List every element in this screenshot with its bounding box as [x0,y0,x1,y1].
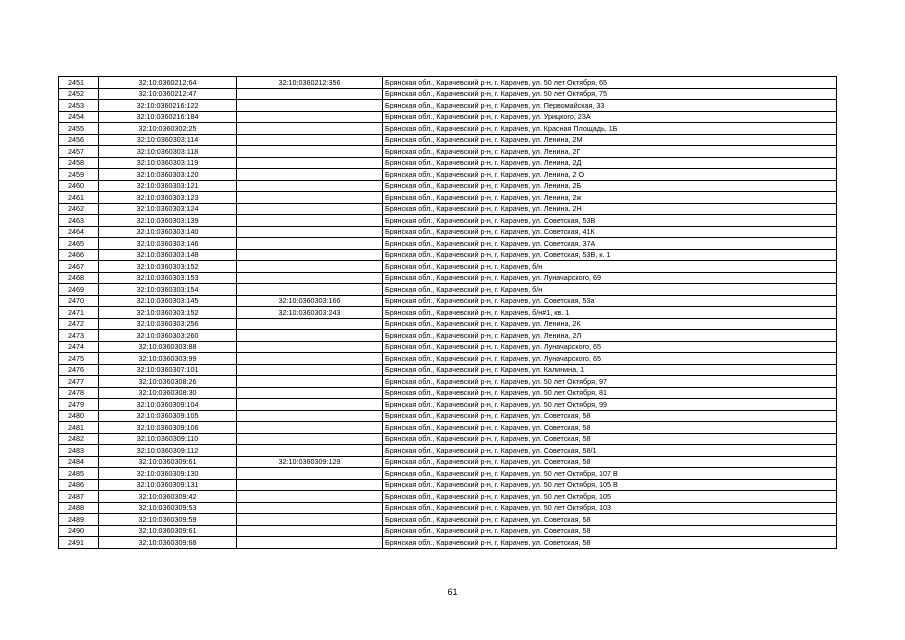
table-row [59,169,837,181]
table-row [59,364,837,376]
related-cadastral-number-cell [237,502,383,514]
related-cadastral-number-cell [237,399,383,411]
related-cadastral-number-cell [237,192,383,204]
row-number-cell: 2452 [59,88,99,100]
table-row [59,226,837,238]
address-cell: Брянская обл., Карачевский р-н, г. Карачев, ул. 50 лет Октября, 97 [383,376,837,388]
cadastral-number-cell: 32:10:0360303:124 [99,203,237,215]
address-cell: Брянская обл., Карачевский р-н, г. Карачев, ул. Советская, 58 [383,433,837,445]
address-cell: Брянская обл., Карачевский р-н, г. Карачев, ул. Советская, 58/1 [383,445,837,457]
table-row [59,525,837,537]
table-row [59,537,837,549]
table-row [59,100,837,112]
row-number-cell: 2480 [59,410,99,422]
row-number-cell: 2476 [59,364,99,376]
address-cell: Брянская обл., Карачевский р-н, г. Карачев, ул. Ленина, 2Н [383,203,837,215]
table-row [59,238,837,250]
address-cell: Брянская обл., Карачевский р-н, г. Карачев, ул. Ленина, 2Б [383,180,837,192]
related-cadastral-number-cell [237,238,383,250]
row-number-cell: 2477 [59,376,99,388]
cadastral-number-cell: 32:10:0360303:139 [99,215,237,227]
related-cadastral-number-cell [237,318,383,330]
related-cadastral-number-cell [237,491,383,503]
cadastral-number-cell: 32:10:0360309:68 [99,537,237,549]
related-cadastral-number-cell [237,272,383,284]
row-number-cell: 2467 [59,261,99,273]
cadastral-number-cell: 32:10:0360307:101 [99,364,237,376]
cadastral-number-cell: 32:10:0360302:25 [99,123,237,135]
cadastral-number-cell: 32:10:0360303:154 [99,284,237,296]
cadastral-number-cell: 32:10:0360303:118 [99,146,237,158]
row-number-cell: 2471 [59,307,99,319]
table-row [59,341,837,353]
address-cell: Брянская обл., Карачевский р-н, г. Карачев, ул. Ленина, 2Л [383,330,837,342]
row-number-cell: 2485 [59,468,99,480]
row-number-cell: 2466 [59,249,99,261]
row-number-cell: 2475 [59,353,99,365]
cadastral-number-cell: 32:10:0360303:119 [99,157,237,169]
address-cell: Брянская обл., Карачевский р-н, г. Карачев, ул. Луначарского, 65 [383,353,837,365]
address-cell: Брянская обл., Карачевский р-н, г. Карачев, ул. Ленина, 2Д [383,157,837,169]
row-number-cell: 2482 [59,433,99,445]
cadastral-number-cell: 32:10:0360309:59 [99,514,237,526]
cadastral-number-cell: 32:10:0360303:152 [99,307,237,319]
cadastral-number-cell: 32:10:0360309:104 [99,399,237,411]
row-number-cell: 2469 [59,284,99,296]
address-cell: Брянская обл., Карачевский р-н, г. Карачев, ул. 50 лет Октября, 65 [383,77,837,89]
address-cell: Брянская обл., Карачевский р-н, г. Карачев, ул. Ленина, 2ж [383,192,837,204]
cadastral-number-cell: 32:10:0360309:112 [99,445,237,457]
row-number-cell: 2464 [59,226,99,238]
cadastral-number-cell: 32:10:0360309:106 [99,422,237,434]
registry-table-body [59,77,837,549]
table-row [59,261,837,273]
table-row [59,284,837,296]
row-number-cell: 2465 [59,238,99,250]
cadastral-number-cell: 32:10:0360303:153 [99,272,237,284]
address-cell: Брянская обл., Карачевский р-н, г. Карачев, ул. 50 лет Октября, 103 [383,502,837,514]
cadastral-number-cell: 32:10:0360309:130 [99,468,237,480]
related-cadastral-number-cell [237,353,383,365]
related-cadastral-number-cell [237,249,383,261]
cadastral-number-cell: 32:10:0360303:256 [99,318,237,330]
related-cadastral-number-cell [237,376,383,388]
row-number-cell: 2460 [59,180,99,192]
table-row [59,445,837,457]
table-row [59,502,837,514]
row-number-cell: 2457 [59,146,99,158]
cadastral-number-cell: 32:10:0360303:146 [99,238,237,250]
related-cadastral-number-cell [237,226,383,238]
related-cadastral-number-cell [237,537,383,549]
related-cadastral-number-cell: 32:10:0360309:129 [237,456,383,468]
cadastral-number-cell: 32:10:0360216:122 [99,100,237,112]
address-cell: Брянская обл., Карачевский р-н, г. Карачев, ул. Ленина, 2Г [383,146,837,158]
row-number-cell: 2459 [59,169,99,181]
table-row [59,272,837,284]
address-cell: Брянская обл., Карачевский р-н, г. Карачев, ул. Калинина, 1 [383,364,837,376]
cadastral-number-cell: 32:10:0360303:148 [99,249,237,261]
related-cadastral-number-cell [237,261,383,273]
row-number-cell: 2468 [59,272,99,284]
row-number-cell: 2488 [59,502,99,514]
address-cell: Брянская обл., Карачевский р-н, г. Карачев, ул. Советская, 58 [383,410,837,422]
cadastral-number-cell: 32:10:0360309:105 [99,410,237,422]
cadastral-number-cell: 32:10:0360309:53 [99,502,237,514]
cadastral-number-cell: 32:10:0360212:64 [99,77,237,89]
row-number-cell: 2481 [59,422,99,434]
row-number-cell: 2473 [59,330,99,342]
row-number-cell: 2461 [59,192,99,204]
address-cell: Брянская обл., Карачевский р-н, г. Карачев, ул. Советская, 53а [383,295,837,307]
table-row [59,111,837,123]
related-cadastral-number-cell [237,445,383,457]
cadastral-number-cell: 32:10:0360303:140 [99,226,237,238]
row-number-cell: 2451 [59,77,99,89]
cadastral-number-cell: 32:10:0360309:42 [99,491,237,503]
table-row [59,180,837,192]
table-row [59,134,837,146]
row-number-cell: 2484 [59,456,99,468]
address-cell: Брянская обл., Карачевский р-н, г. Карачев, ул. 50 лет Октября, 105 В [383,479,837,491]
address-cell: Брянская обл., Карачевский р-н, г. Карачев, ул. 50 лет Октября, 81 [383,387,837,399]
cadastral-number-cell: 32:10:0360309:131 [99,479,237,491]
table-row [59,157,837,169]
row-number-cell: 2453 [59,100,99,112]
row-number-cell: 2470 [59,295,99,307]
table-row [59,376,837,388]
cadastral-number-cell: 32:10:0360303:121 [99,180,237,192]
table-row [59,491,837,503]
cadastral-number-cell: 32:10:0360212:47 [99,88,237,100]
address-cell: Брянская обл., Карачевский р-н, г. Карачев, ул. 50 лет Октября, 75 [383,88,837,100]
registry-table [58,76,837,549]
row-number-cell: 2474 [59,341,99,353]
related-cadastral-number-cell [237,422,383,434]
page-number: 61 [447,587,458,597]
cadastral-number-cell: 32:10:0360308:26 [99,376,237,388]
cadastral-number-cell: 32:10:0360303:260 [99,330,237,342]
address-cell: Брянская обл., Карачевский р-н, г. Карачев, ул. Луначарского, 69 [383,272,837,284]
related-cadastral-number-cell [237,215,383,227]
cadastral-number-cell: 32:10:0360216:184 [99,111,237,123]
related-cadastral-number-cell [237,111,383,123]
cadastral-number-cell: 32:10:0360303:152 [99,261,237,273]
table-row [59,318,837,330]
row-number-cell: 2489 [59,514,99,526]
address-cell: Брянская обл., Карачевский р-н, г. Карачев, ул. Советская, 58 [383,514,837,526]
row-number-cell: 2456 [59,134,99,146]
table-row [59,353,837,365]
address-cell: Брянская обл., Карачевский р-н, г. Карачев, ул. Советская, 53В, к. 1 [383,249,837,261]
related-cadastral-number-cell [237,387,383,399]
table-row [59,399,837,411]
address-cell: Брянская обл., Карачевский р-н, г. Карачев, ул. Ленина, 2К [383,318,837,330]
cadastral-number-cell: 32:10:0360303:88 [99,341,237,353]
table-row [59,330,837,342]
row-number-cell: 2455 [59,123,99,135]
cadastral-number-cell: 32:10:0360309:61 [99,456,237,468]
row-number-cell: 2490 [59,525,99,537]
table-row [59,387,837,399]
table-row [59,249,837,261]
cadastral-number-cell: 32:10:0360303:120 [99,169,237,181]
related-cadastral-number-cell [237,203,383,215]
related-cadastral-number-cell [237,169,383,181]
related-cadastral-number-cell: 32:10:0360212:356 [237,77,383,89]
cadastral-number-cell: 32:10:0360303:114 [99,134,237,146]
address-cell: Брянская обл., Карачевский р-н, г. Карачев, ул. 50 лет Октября, 99 [383,399,837,411]
related-cadastral-number-cell [237,364,383,376]
related-cadastral-number-cell [237,284,383,296]
row-number-cell: 2479 [59,399,99,411]
table-row [59,215,837,227]
table-row [59,479,837,491]
table-row [59,192,837,204]
cadastral-number-cell: 32:10:0360308:30 [99,387,237,399]
related-cadastral-number-cell [237,514,383,526]
cadastral-number-cell: 32:10:0360303:145 [99,295,237,307]
row-number-cell: 2458 [59,157,99,169]
address-cell: Брянская обл., Карачевский р-н, г. Карачев, ул. Советская, 58 [383,525,837,537]
related-cadastral-number-cell [237,433,383,445]
address-cell: Брянская обл., Карачевский р-н, г. Карачев, ул. Луначарского, 65 [383,341,837,353]
related-cadastral-number-cell: 32:10:0360303:243 [237,307,383,319]
address-cell: Брянская обл., Карачевский р-н, г. Карачев, ул. Советская, 53В [383,215,837,227]
row-number-cell: 2483 [59,445,99,457]
cadastral-number-cell: 32:10:0360303:123 [99,192,237,204]
related-cadastral-number-cell [237,134,383,146]
address-cell: Брянская обл., Карачевский р-н, г. Карачев, ул. Урицкого, 23А [383,111,837,123]
table-row [59,468,837,480]
cadastral-number-cell: 32:10:0360303:99 [99,353,237,365]
row-number-cell: 2491 [59,537,99,549]
address-cell: Брянская обл., Карачевский р-н, г. Карачев, б/н [383,261,837,273]
table-row [59,123,837,135]
address-cell: Брянская обл., Карачевский р-н, г. Карачев, ул. Красная Площадь, 1Б [383,123,837,135]
row-number-cell: 2472 [59,318,99,330]
address-cell: Брянская обл., Карачевский р-н, г. Карачев, ул. 50 лет Октября, 107 В [383,468,837,480]
related-cadastral-number-cell [237,341,383,353]
table-row [59,514,837,526]
table-row [59,77,837,89]
table-row [59,203,837,215]
address-cell: Брянская обл., Карачевский р-н, г. Карачев, б/н [383,284,837,296]
address-cell: Брянская обл., Карачевский р-н, г. Карачев, ул. Первомайская, 33 [383,100,837,112]
address-cell: Брянская обл., Карачевский р-н, г. Карачев, ул. Ленина, 2М [383,134,837,146]
cadastral-number-cell: 32:10:0360309:61 [99,525,237,537]
address-cell: Брянская обл., Карачевский р-н, г. Карачев, ул. Советская, 58 [383,537,837,549]
address-cell: Брянская обл., Карачевский р-н, г. Карачев, ул. Советская, 58 [383,422,837,434]
related-cadastral-number-cell [237,410,383,422]
address-cell: Брянская обл., Карачевский р-н, г. Карачев, ул. Ленина, 2 О [383,169,837,181]
related-cadastral-number-cell [237,123,383,135]
table-row [59,433,837,445]
address-cell: Брянская обл., Карачевский р-н, г. Карачев, ул. Советская, 41К [383,226,837,238]
row-number-cell: 2462 [59,203,99,215]
related-cadastral-number-cell [237,157,383,169]
related-cadastral-number-cell [237,479,383,491]
row-number-cell: 2487 [59,491,99,503]
address-cell: Брянская обл., Карачевский р-н, г. Карачев, б/н#1, кв. 1 [383,307,837,319]
related-cadastral-number-cell [237,88,383,100]
row-number-cell: 2486 [59,479,99,491]
related-cadastral-number-cell [237,146,383,158]
table-row [59,88,837,100]
table-row [59,410,837,422]
related-cadastral-number-cell: 32:10:0360303:166 [237,295,383,307]
address-cell: Брянская обл., Карачевский р-н, г. Карачев, ул. Советская, 58 [383,456,837,468]
row-number-cell: 2478 [59,387,99,399]
address-cell: Брянская обл., Карачевский р-н, г. Карачев, ул. Советская, 37А [383,238,837,250]
related-cadastral-number-cell [237,100,383,112]
row-number-cell: 2454 [59,111,99,123]
cadastral-number-cell: 32:10:0360309:110 [99,433,237,445]
row-number-cell: 2463 [59,215,99,227]
table-row [59,456,837,468]
related-cadastral-number-cell [237,330,383,342]
table-row [59,307,837,319]
table-row [59,422,837,434]
table-row [59,295,837,307]
related-cadastral-number-cell [237,180,383,192]
address-cell: Брянская обл., Карачевский р-н, г. Карачев, ул. 50 лет Октября, 105 [383,491,837,503]
table-row [59,146,837,158]
related-cadastral-number-cell [237,525,383,537]
related-cadastral-number-cell [237,468,383,480]
